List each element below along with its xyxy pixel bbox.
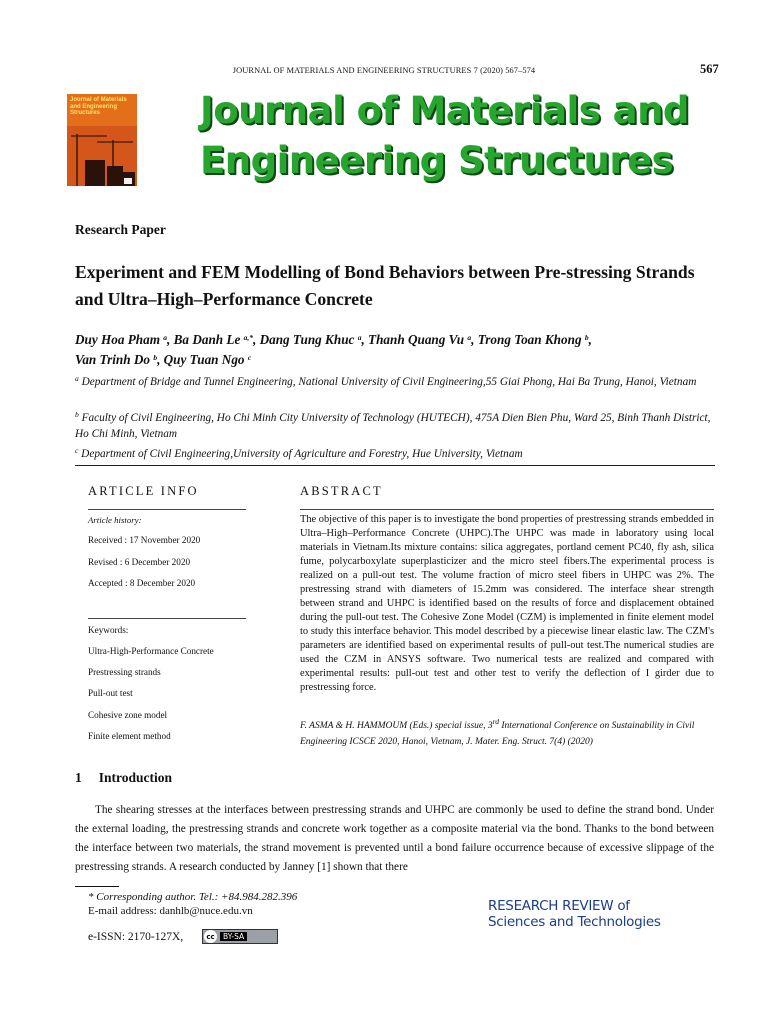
page-number: 567 [700, 62, 719, 76]
author-name: Thanh Quang Vu [368, 332, 468, 347]
article-info-heading: ARTICLE INFO [88, 484, 199, 498]
author-affiliation-marker: a [467, 333, 472, 342]
author-affiliation-marker: a [163, 333, 168, 342]
cover-title: Journal of Materials and Engineering Structures [70, 97, 127, 116]
received-date: Received : 17 November 2020 [88, 535, 201, 545]
construction-crane-icon [67, 126, 137, 186]
author-name: Dang Tung Khuc [259, 332, 358, 347]
abstract-heading: ABSTRACT [300, 484, 383, 498]
affiliation-text: Department of Civil Engineering,University of Agriculture and Forestry, Hue University, Vietnam [81, 448, 523, 460]
header-divider [75, 465, 715, 466]
cc-license-badge[interactable] [202, 929, 278, 944]
citation-pre: F. ASMA & H. HAMMOUM (Eds.) special issue, 3 [300, 721, 493, 731]
keywords-divider [88, 618, 246, 619]
accepted-date: Accepted : 8 December 2020 [88, 578, 196, 588]
keyword-item: Ultra-High-Performance Concrete [88, 646, 214, 656]
corresponding-author: * Corresponding author. Tel.: +84.984.282.396 [88, 891, 298, 903]
affiliation-marker: b [75, 410, 79, 419]
keyword-item: Prestressing strands [88, 667, 161, 677]
author-name: Duy Hoa Pham [75, 332, 164, 347]
author-name: Quy Tuan Ngo [163, 352, 248, 367]
section-title: Introduction [98, 770, 173, 785]
abstract-divider [300, 509, 714, 510]
author-list [75, 330, 715, 370]
author-affiliation-marker: c [247, 353, 252, 362]
section-kind: Research Paper [75, 222, 166, 237]
running-head: JOURNAL OF MATERIALS AND ENGINEERING STRUCTURES 7 (2020) 567–574 [232, 66, 536, 75]
email-address: E-mail address: danhlb@nuce.edu.vn [88, 905, 253, 917]
affiliation-b [75, 411, 720, 442]
affiliation-text: Faculty of Civil Engineering, Ho Chi Minh City University of Technology (HUTECH), 475A Dien Bien Phu, Ward 25, Binh Thanh District, Ho Chi Minh, Vietnam [75, 412, 711, 440]
author-name: Van Trinh Do [75, 352, 154, 367]
eissn: e-ISSN: 2170-127X, [88, 931, 184, 943]
affiliation-text: Department of Bridge and Tunnel Engineering, National University of Civil Engineering,55 Giai Phong, Hai Ba Trung, Hanoi, Vietnam [81, 376, 697, 388]
intro-paragraph: The shearing stresses at the interfaces between prestressing strands and UHPC are commonly be used to define the strand bond. Under the external loading, the prestressing strands and concrete work together as a composite material via the bond. Thanks to the bond between the interface between two materials, the strand movement is prevented until a bond failure occurrence because of excessive slippage of the prestressing strands. A research conducted by Janney [1] shown that there [75, 804, 714, 873]
journal-banner [200, 86, 689, 186]
article-info-divider [88, 509, 246, 510]
section-heading [75, 770, 172, 786]
logo-line1: RESEARCH REVIEW of [488, 898, 630, 914]
author-line-2: Van Trinh Do $^b$, Quy Tuan Ngo $^c$ [75, 352, 252, 367]
keyword-item: Pull-out test [88, 688, 133, 698]
section-number: 1 [75, 770, 82, 785]
keyword-item: Cohesive zone model [88, 710, 168, 720]
author-line-1: Duy Hoa Pham $^a$, Ba Danh Le $^{a,*}$, Dang Tung Khuc $^a$, Thanh Quang Vu $^a$, Trong Toan Khong $^b$, [75, 332, 592, 347]
affiliation-c [75, 447, 720, 463]
journal-banner-line1: Journal of Materials and [200, 89, 689, 132]
abstract-text: The objective of this paper is to investigate the bond properties of prestressing strands embedded in Ultra–High–Performance Concrete (UHPC).The UHPC was made in laboratory using local materials in Vietnam.Its mixture contains: silica aggregates, portland cement PC40, fly ash, silica fume, polycarboxylate superplasticizer and the micro steel fibers.The experimental process is realized on a pull-out test. The volume fraction of micro steel fibers in UHPC was 2%. The prestressing strand with diameters of 15.2mm was considered. The interface shear strength between strand and UHPC is identified based on the results of force and displacement obtained during the pull-out test. The Cohesive Zone Model (CZM) is implemented in finite element model to study this interface behavior. This model described by a piecewise linear elastic law. The CZM's parameters are identified based on experimental results of pull-out test.The numerical studies are used the CZM in ANSYS software. Two numerical tests are realized and compared with experimental results: pull-out test and other test to verify the deflection of I girder due to prestressing force. [300, 514, 714, 693]
history-label: Article history: [88, 515, 142, 525]
research-review-logo [488, 898, 714, 932]
citation-sup: rd [492, 717, 500, 726]
conference-citation [300, 718, 714, 750]
author-name: Trong Toan Khong [477, 332, 585, 347]
citation-post: International Conference on Sustainability in Civil Engineering ICSCE 2020, Hanoi, Vietnam, J. Mater. Eng. Struct. 7(4) (2020) [300, 721, 695, 747]
keyword-item: Finite element method [88, 731, 171, 741]
affiliation-marker: c [75, 446, 79, 455]
cc-license-label: BY-SA [220, 932, 247, 941]
journal-cover-thumbnail [67, 94, 137, 186]
author-name: Ba Danh Le [173, 332, 244, 347]
cc-icon: cc [204, 930, 217, 943]
affiliation-a [75, 375, 720, 391]
author-affiliation-marker: b [584, 333, 589, 342]
footnote-rule [75, 886, 119, 887]
keywords-label: Keywords: [88, 625, 129, 635]
logo-line2: Sciences and Technologies [488, 914, 661, 930]
revised-date: Revised : 6 December 2020 [88, 557, 191, 567]
journal-banner-line2: Engineering Structures [200, 139, 674, 182]
author-affiliation-marker: a,* [243, 333, 253, 342]
affiliation-marker: a [75, 374, 79, 383]
author-affiliation-marker: b [153, 353, 158, 362]
author-affiliation-marker: a [357, 333, 362, 342]
paper-title: Experiment and FEM Modelling of Bond Behaviors between Pre-stressing Strands and Ultra–High–Performance Concrete [75, 262, 695, 309]
